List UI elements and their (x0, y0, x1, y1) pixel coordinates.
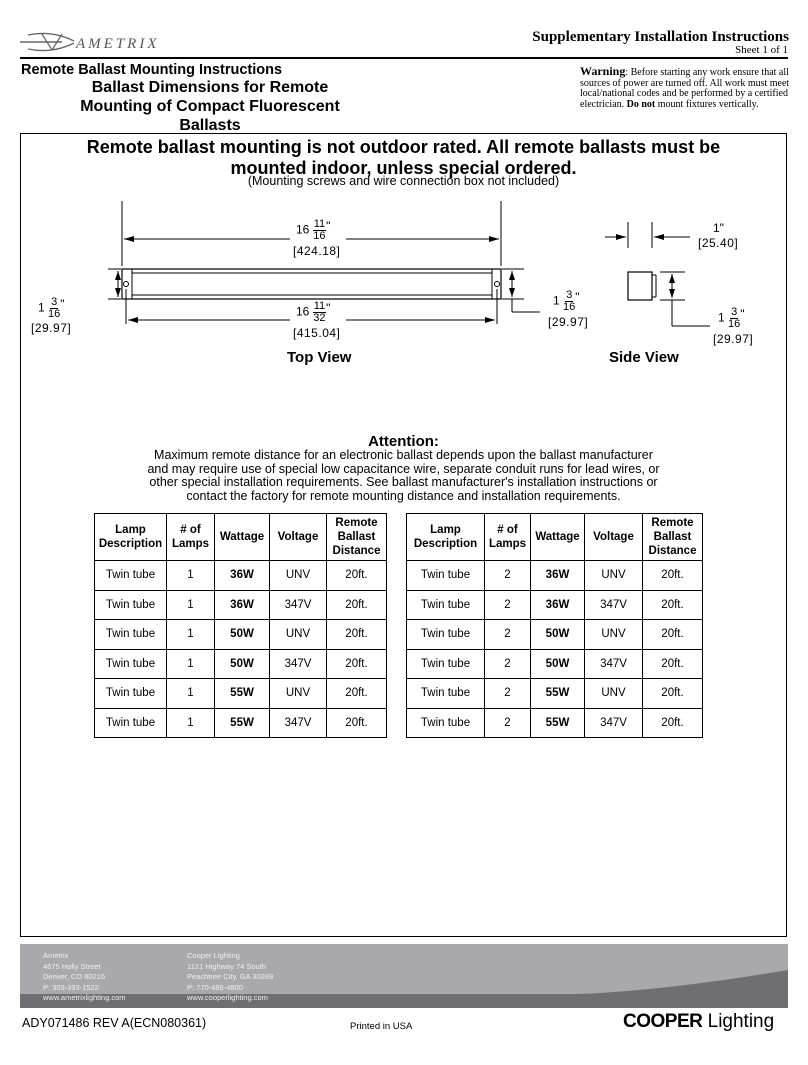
cell-num-lamps: 1 (167, 620, 215, 650)
cell-voltage: 347V (585, 649, 643, 679)
dim-fraction (728, 307, 740, 330)
cell-voltage: UNV (585, 561, 643, 591)
dim-den: 16 (48, 308, 61, 320)
dim-whole: 16 (296, 304, 310, 319)
cell-voltage: 347V (270, 708, 327, 738)
cell-remote-distance: 20ft. (327, 649, 387, 679)
dim-fraction (563, 290, 575, 313)
attention-text (20, 449, 787, 503)
table-row (407, 590, 703, 620)
cell-remote-distance: 20ft. (327, 590, 387, 620)
dim-num: 3 (51, 296, 58, 308)
cooper-brand-light: Lighting (702, 1011, 775, 1032)
right-height-label (553, 290, 580, 313)
warning-label: Warning (580, 64, 626, 78)
mount-hole-right (495, 282, 500, 287)
col-remote-distance: Remote Ballast Distance (327, 514, 387, 561)
address-line: 4675 Holly Street (43, 961, 101, 971)
cell-remote-distance: 20ft. (643, 620, 703, 650)
cell-lamp-description: Twin tube (95, 708, 167, 738)
attention-line: Maximum remote distance for an electronic ballast depends upon the ballast manufacturer (154, 448, 653, 462)
address-line: Cooper Lighting (187, 951, 240, 960)
table-row (95, 649, 387, 679)
twin-lamp-table (406, 513, 703, 738)
side-height-mm: [29.97] (713, 332, 754, 346)
col-wattage: Wattage (531, 514, 585, 561)
col-lamp-description: Lamp Description (407, 514, 485, 561)
cell-remote-distance: 20ft. (327, 708, 387, 738)
cell-num-lamps: 2 (485, 561, 531, 591)
side-depth-label: 1" (713, 221, 724, 235)
address-line: P: 303-393-1522 (43, 982, 99, 992)
dim-den: 16 (563, 301, 576, 313)
table-row (95, 620, 387, 650)
inch-mark: " (740, 307, 745, 321)
attention-line: contact the factory for remote mounting distance and installation requirements. (186, 488, 621, 503)
col-num-lamps: # of Lamps (167, 514, 215, 561)
dim-num: 11 (313, 218, 326, 230)
table-header-row (95, 514, 387, 561)
attention-title: Attention: (368, 433, 439, 450)
cell-voltage: UNV (585, 620, 643, 650)
cell-lamp-description: Twin tube (407, 561, 485, 591)
cell-voltage: UNV (270, 620, 327, 650)
cell-remote-distance: 20ft. (643, 649, 703, 679)
table-row (95, 561, 387, 591)
cell-voltage: 347V (585, 708, 643, 738)
single-lamp-table (94, 513, 387, 738)
table-row (407, 679, 703, 709)
cell-num-lamps: 1 (167, 679, 215, 709)
dim-num: 11 (313, 300, 326, 312)
title-line: Mounting of Compact Fluorescent (80, 98, 340, 115)
col-wattage: Wattage (215, 514, 270, 561)
inch-mark: " (326, 301, 331, 315)
cell-lamp-description: Twin tube (407, 620, 485, 650)
cell-lamp-description: Twin tube (95, 590, 167, 620)
cell-num-lamps: 2 (485, 708, 531, 738)
cell-voltage: UNV (270, 679, 327, 709)
dim-fraction (313, 301, 326, 324)
mount-spacing-mm: [415.04] (293, 326, 341, 340)
ballast-body-side (628, 272, 652, 300)
cell-num-lamps: 1 (167, 590, 215, 620)
cooper-website-link[interactable]: www.cooperlighting.com (187, 993, 268, 1002)
cell-voltage: UNV (585, 679, 643, 709)
document-number: ADY071486 REV A(ECN080361) (22, 1016, 207, 1030)
instructions-title: Remote Ballast Mounting Instructions (21, 62, 283, 78)
cell-remote-distance: 20ft. (327, 679, 387, 709)
title-line: Ballasts (179, 117, 241, 134)
dim-den: 16 (313, 230, 326, 242)
cell-voltage: UNV (270, 561, 327, 591)
ametrix-website-link[interactable]: www.ametrixlighting.com (43, 993, 126, 1002)
col-remote-distance: Remote Ballast Distance (643, 514, 703, 561)
overall-length-mm: [424.18] (293, 244, 341, 258)
address-line: 1121 Highway 74 South (187, 961, 267, 971)
attention-line: other special installation requirements. See ballast manufacturer's installation instructions or (149, 475, 658, 489)
footer-swoosh (20, 944, 788, 1008)
cell-lamp-description: Twin tube (407, 708, 485, 738)
mount-spacing-label (296, 301, 330, 324)
table-row (407, 561, 703, 591)
table-header-row (407, 514, 703, 561)
top-height-label (38, 297, 65, 320)
mount-hole-left (124, 282, 129, 287)
dim-fraction (48, 297, 60, 320)
warning-emphasis: Do not (626, 98, 656, 110)
headline-line: mounted indoor, unless special ordered. (230, 158, 577, 178)
col-voltage: Voltage (270, 514, 327, 561)
address-line: Peachtree City, GA 30269 (187, 972, 274, 981)
cell-wattage: 50W (215, 649, 270, 679)
warning-text-end: mount fixtures vertically. (657, 98, 759, 110)
cell-lamp-description: Twin tube (407, 649, 485, 679)
cell-wattage: 55W (215, 679, 270, 709)
cooper-brand-bold: COOPER (623, 1011, 703, 1032)
side-depth-mm: [25.40] (698, 236, 739, 250)
cell-voltage: 347V (585, 590, 643, 620)
dim-fraction (313, 219, 326, 242)
printed-in: Printed in USA (350, 1021, 413, 1032)
cell-wattage: 55W (531, 708, 585, 738)
cell-lamp-description: Twin tube (95, 679, 167, 709)
side-view-label: Side View (609, 349, 679, 366)
cell-voltage: 347V (270, 590, 327, 620)
right-height-mm: [29.97] (548, 315, 589, 329)
cell-voltage: 347V (270, 649, 327, 679)
inch-mark: " (326, 219, 331, 233)
cell-wattage: 36W (531, 561, 585, 591)
dim-whole: 1 (718, 310, 725, 325)
cooper-lighting-logo (623, 1011, 774, 1033)
cell-num-lamps: 1 (167, 649, 215, 679)
table-row (407, 649, 703, 679)
ametrix-address (43, 951, 126, 1004)
address-line: Ametrix (43, 951, 69, 960)
cell-wattage: 55W (531, 679, 585, 709)
address-line: P: 770-486-4800 (187, 982, 243, 992)
sheet-number: Sheet 1 of 1 (735, 44, 788, 56)
top-view-drawing (0, 0, 808, 420)
cell-num-lamps: 2 (485, 620, 531, 650)
dim-num: 3 (731, 306, 738, 318)
overall-length-label (296, 219, 330, 242)
cell-wattage: 50W (531, 620, 585, 650)
cell-remote-distance: 20ft. (643, 708, 703, 738)
table-row (95, 590, 387, 620)
cell-wattage: 55W (215, 708, 270, 738)
col-voltage: Voltage (585, 514, 643, 561)
cell-wattage: 36W (531, 590, 585, 620)
cooper-address (187, 951, 273, 1004)
mounting-subnote: (Mounting screws and wire connection box not included) (247, 174, 560, 188)
table-row (407, 708, 703, 738)
cell-remote-distance: 20ft. (643, 679, 703, 709)
dim-whole: 1 (38, 300, 45, 315)
side-height-label (718, 307, 745, 330)
cell-wattage: 50W (531, 649, 585, 679)
cell-num-lamps: 2 (485, 679, 531, 709)
warning-text: : Before starting any work ensure that all sources of power are turned off. All work must meet local/national codes and be performed by a certified electrician. (580, 67, 790, 110)
cell-lamp-description: Twin tube (407, 590, 485, 620)
cell-remote-distance: 20ft. (643, 590, 703, 620)
cell-num-lamps: 2 (485, 590, 531, 620)
cell-lamp-description: Twin tube (95, 649, 167, 679)
inch-mark: " (60, 297, 65, 311)
attention-line: and may require use of special low capacitance wire, separate conduit runs for lead wires, or (147, 461, 660, 476)
top-view-label: Top View (287, 349, 352, 366)
cell-wattage: 36W (215, 561, 270, 591)
dim-whole: 1 (553, 293, 560, 308)
top-height-mm: [29.97] (31, 321, 72, 335)
cell-remote-distance: 20ft. (327, 620, 387, 650)
dim-whole: 16 (296, 222, 310, 237)
cell-num-lamps: 1 (167, 708, 215, 738)
inch-mark: " (575, 290, 580, 304)
cell-remote-distance: 20ft. (643, 561, 703, 591)
table-row (95, 679, 387, 709)
dim-den: 16 (728, 318, 741, 330)
table-row (407, 620, 703, 650)
cell-num-lamps: 1 (167, 561, 215, 591)
cell-num-lamps: 2 (485, 649, 531, 679)
address-line: Denver, CO 80216 (43, 972, 106, 981)
cell-lamp-description: Twin tube (95, 620, 167, 650)
col-lamp-description: Lamp Description (95, 514, 167, 561)
dim-num: 3 (566, 289, 573, 301)
title-line: Ballast Dimensions for Remote (91, 79, 329, 96)
dim-den: 32 (313, 312, 326, 324)
brand-name: AMETRIX (76, 36, 160, 52)
table-row (95, 708, 387, 738)
cell-lamp-description: Twin tube (407, 679, 485, 709)
cell-lamp-description: Twin tube (95, 561, 167, 591)
cell-wattage: 36W (215, 590, 270, 620)
cell-wattage: 50W (215, 620, 270, 650)
header-title: Supplementary Installation Instructions (532, 29, 789, 45)
cell-remote-distance: 20ft. (327, 561, 387, 591)
headline-line: Remote ballast mounting is not outdoor rated. All remote ballasts must be (86, 137, 721, 157)
col-num-lamps: # of Lamps (485, 514, 531, 561)
